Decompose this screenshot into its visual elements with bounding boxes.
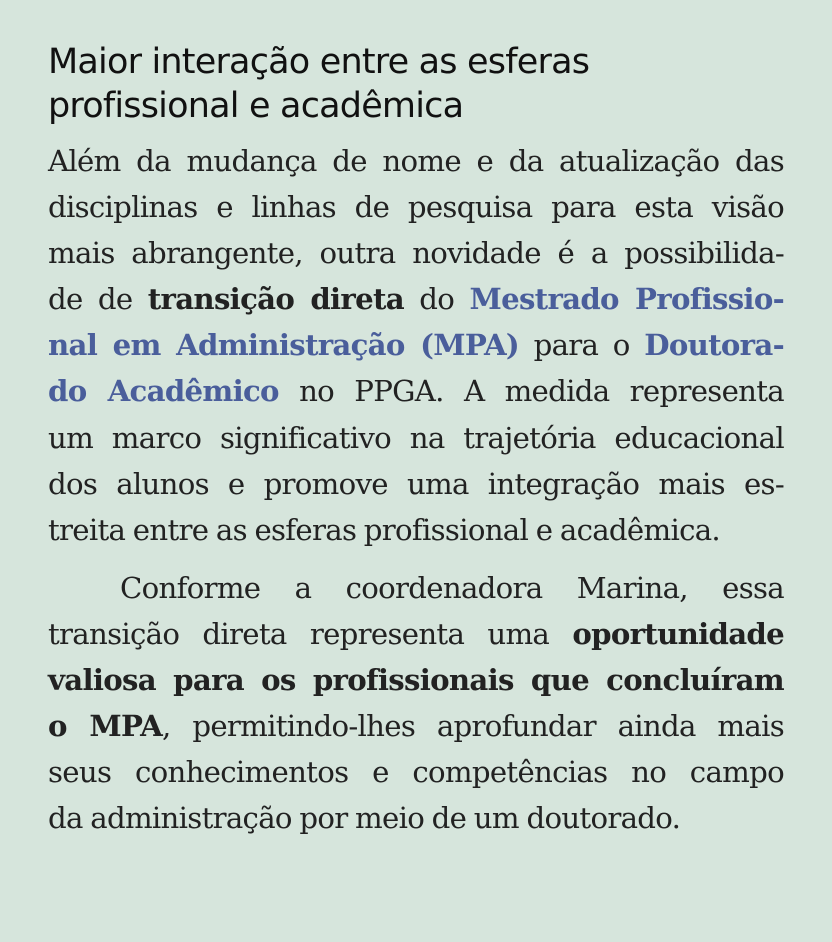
- paragraph-2-line: [48, 657, 784, 703]
- highlight-doutorado: Doutora-: [644, 328, 784, 363]
- text: , permitindo-lhes aprofundar ainda mais: [162, 709, 784, 744]
- heading-line-1: Maior interação entre as esferas: [48, 42, 590, 82]
- section-heading: [48, 40, 784, 128]
- paragraph-1-line: Além da mudança de nome e da atualização das: [48, 144, 784, 178]
- paragraph-1-line: [48, 368, 784, 414]
- paragraph-2-line: da administração por meio de um doutorado.: [48, 801, 681, 836]
- paragraph-1-line: [48, 276, 784, 322]
- paragraph-1-line: mais abrangente, outra novidade é a possibilida-: [48, 236, 784, 271]
- bold-text: transição direta: [147, 282, 404, 317]
- paragraph-2: [48, 565, 784, 842]
- text: Conforme a coordenadora Marina, essa: [120, 570, 784, 605]
- bold-text: o MPA: [48, 709, 163, 744]
- paragraph-1-line: um marco significativo na trajetória educacional: [48, 420, 784, 455]
- paragraph-2-line: [48, 565, 784, 611]
- paragraph-1-line: dos alunos e promove uma integração mais es-: [48, 466, 784, 501]
- text: no PPGA. A medida representa: [278, 374, 784, 409]
- paragraph-1-line: disciplinas e linhas de pesquisa para esta visão: [48, 190, 784, 225]
- highlight-mestrado: Mestrado Profissio-: [469, 282, 784, 317]
- paragraph-2-line: [48, 703, 784, 749]
- text: do: [403, 282, 470, 317]
- paragraph-2-line: seus conhecimentos e competências no campo: [48, 755, 784, 790]
- paragraph-2-line: [48, 611, 784, 657]
- highlight-mestrado: nal em Administração (MPA): [48, 328, 520, 363]
- paragraph-1: [48, 138, 784, 553]
- paragraph-1-line: treita entre as esferas profissional e acadêmica.: [48, 512, 721, 547]
- bold-text: oportunidade: [572, 616, 784, 651]
- highlight-doutorado: do Acadêmico: [48, 374, 279, 409]
- text: para o: [519, 328, 645, 363]
- text: transição direta representa uma: [48, 616, 573, 651]
- bold-text: valiosa para os profissionais que concluíram: [48, 663, 784, 698]
- heading-line-2: profissional e acadêmica: [48, 86, 464, 126]
- paragraph-1-line: [48, 322, 784, 368]
- text: de de: [48, 282, 148, 317]
- article-box: [48, 40, 784, 841]
